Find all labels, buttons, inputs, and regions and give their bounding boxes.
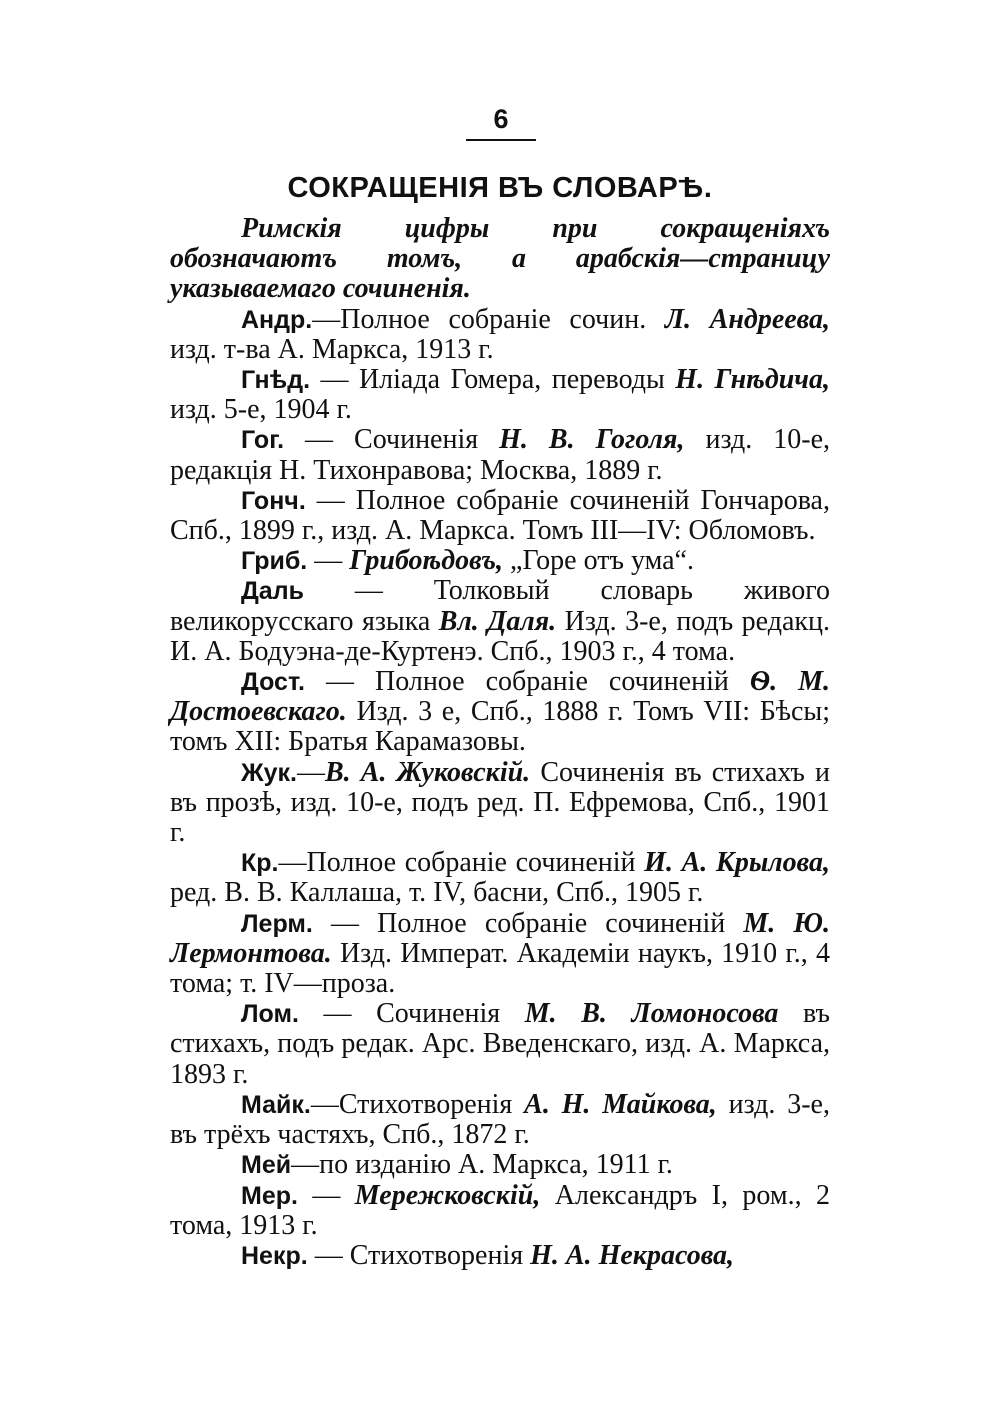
- entry-abbr: Майк.: [241, 1090, 311, 1119]
- entry-gned: [170, 365, 830, 425]
- entry-abbr: Гог.: [241, 426, 285, 455]
- entry-text: ред. В. В. Каллаша, т. IV, басни, Спб., 1905 г.: [170, 877, 704, 909]
- intro-paragraph: Римскія цифры при сокращеніяхъ обозначаютъ томъ, а арабскія—страницу указываемаго сочиненія.: [170, 213, 830, 305]
- entry-abbr: Мер.: [241, 1181, 298, 1210]
- entry-abbr: Мей: [241, 1151, 292, 1180]
- entry-author: И. А. Крылова,: [644, 847, 830, 879]
- entry-mer: [170, 1181, 830, 1241]
- entry-text: Сочиненія въ стихахъ и въ прозѣ, изд. 10-е, подъ ред. П. Ефремова, Спб., 1901 г.: [170, 756, 830, 849]
- entry-text: Изд. 3-е, подъ редакц. И. А. Бодуэна-де-Куртенэ. Спб., 1903 г., 4 тома.: [170, 605, 830, 667]
- entry-gonch: [170, 486, 830, 546]
- entry-andr: [170, 305, 830, 365]
- entry-dal: [170, 576, 830, 667]
- entry-abbr: Гонч.: [241, 486, 306, 515]
- entry-author: Вл. Даля.: [438, 605, 557, 637]
- entry-text: —: [297, 1179, 355, 1211]
- entry-text: — Полное собраніе сочиненій Гончарова, Спб., 1899 г., изд. А. Маркса. Томъ III—IV: Обломовъ.: [170, 484, 830, 547]
- entry-text: — Сочиненія: [298, 998, 525, 1030]
- entry-text: —Полное собраніе сочин.: [312, 303, 665, 335]
- page-number: 6: [466, 104, 536, 141]
- entry-text: изд. 10-е, редакція Н. Тихонравова; Москва, 1889 г.: [170, 424, 830, 486]
- entry-abbr: Андр.: [241, 305, 313, 334]
- entry-author: Л. Андреева,: [664, 303, 830, 335]
- entry-author: М. Ю. Лермонтова.: [170, 907, 830, 969]
- entry-text: Изд. 3 е, Спб., 1888 г. Томъ VII: Бѣсы; томъ XII: Братья Карамазовы.: [170, 696, 830, 758]
- entry-text: изд. 5-е, 1904 г.: [170, 394, 352, 426]
- entry-text: — Полное собраніе сочиненій: [304, 666, 750, 698]
- entry-text: Александръ I, ром., 2 тома, 1913 г.: [170, 1179, 830, 1241]
- entry-abbr: Гриб.: [241, 547, 308, 576]
- entry-dost: [170, 667, 830, 758]
- entry-grib: [170, 546, 830, 576]
- entry-text: — Стихотворенія: [307, 1239, 531, 1271]
- entry-author: Н. А. Некрасова,: [530, 1239, 735, 1271]
- entry-text: въ стихахъ, подъ редак. Арс. Введенскаго, изд. А. Маркса, 1893 г.: [170, 998, 830, 1090]
- entry-text: „Горе отъ ума“.: [503, 545, 694, 577]
- text-body: [170, 214, 830, 1271]
- entry-lerm: [170, 909, 830, 1000]
- entry-kr: [170, 848, 830, 908]
- entry-abbr: Даль: [241, 577, 304, 606]
- entry-text: —: [296, 756, 325, 788]
- entry-text: —: [307, 545, 350, 577]
- entry-lom: [170, 999, 830, 1090]
- entry-author: Н. Гнѣдича,: [675, 364, 830, 396]
- entry-abbr: Лом.: [241, 1000, 299, 1029]
- entry-author: Грибоѣдовъ,: [349, 545, 504, 577]
- entry-text: —Полное собраніе сочиненій: [278, 847, 645, 879]
- entry-zhuk: [170, 758, 830, 849]
- entry-text: — Полное собраніе сочиненій: [312, 907, 744, 939]
- entry-text: — Сочиненія: [284, 424, 500, 456]
- entry-abbr: Некр.: [241, 1241, 308, 1270]
- entry-text: —Стихотворенія: [310, 1088, 525, 1120]
- entry-author: В. А. Жуковскій.: [324, 756, 531, 788]
- entry-text: — Толковый словарь живого великорусскаго языка: [170, 575, 830, 637]
- entry-author: Мережковскій,: [354, 1179, 541, 1211]
- entry-maik: [170, 1090, 830, 1150]
- entry-author: А. Н. Майкова,: [524, 1088, 717, 1120]
- entry-author: М. В. Ломоносова: [524, 998, 779, 1030]
- entry-gog: [170, 425, 830, 485]
- entry-text: —по изданію А. Маркса, 1911 г.: [291, 1149, 673, 1181]
- entry-nekr: [170, 1241, 830, 1271]
- entry-author: Н. В. Гоголя,: [499, 424, 685, 456]
- entry-abbr: Гнѣд.: [241, 366, 311, 395]
- entry-mei: [170, 1150, 830, 1180]
- entry-abbr: Лерм.: [241, 909, 313, 938]
- entry-abbr: Кр.: [241, 849, 279, 878]
- entry-text: изд. 3-е, въ трёхъ частяхъ, Спб., 1872 г.: [170, 1088, 830, 1151]
- entry-text: Изд. Императ. Академіи наукъ, 1910 г., 4 тома; т. IV—проза.: [170, 937, 830, 1000]
- entry-text: изд. т-ва А. Маркса, 1913 г.: [170, 333, 494, 365]
- section-heading: СОКРАЩЕНІЯ ВЪ СЛОВАРѢ.: [287, 172, 713, 204]
- entry-abbr: Дост.: [241, 668, 305, 697]
- entry-text: — Иліада Гомера, переводы: [310, 364, 676, 396]
- entry-abbr: Жук.: [241, 758, 297, 787]
- entry-author: Ѳ. М. Достоевскаго.: [170, 666, 830, 728]
